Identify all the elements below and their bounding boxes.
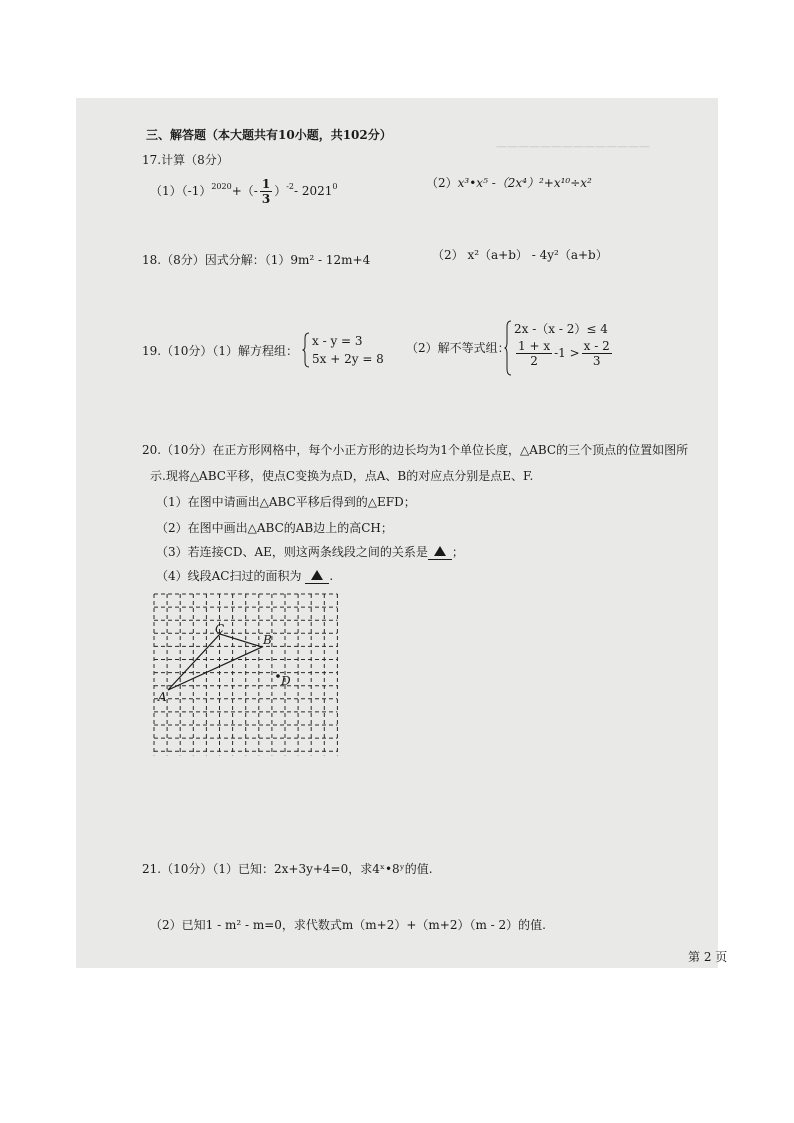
q17-part1-year: - 2021 bbox=[294, 184, 333, 198]
q17-part1-close: ） bbox=[274, 184, 287, 198]
q20-sub4-answer-blank[interactable] bbox=[305, 569, 329, 584]
grid-svg bbox=[152, 592, 342, 762]
q20-sub4-end: . bbox=[329, 569, 334, 583]
q19-ineq2 bbox=[514, 338, 614, 368]
label-d: D bbox=[281, 674, 291, 688]
q20-sub3-answer-blank[interactable] bbox=[428, 545, 452, 560]
q20-sub2: （2）在图中画出△ABC的AB边上的高CH； bbox=[156, 521, 393, 535]
q17-part2-expression: x³•x⁵ -（2x⁴）²+x¹⁰÷x² bbox=[457, 176, 592, 190]
q18-part2: （2） x²（a+b） - 4y²（a+b） bbox=[432, 248, 608, 262]
q17-part1 bbox=[150, 176, 338, 206]
q19-equation-system bbox=[302, 332, 384, 368]
square-grid-figure bbox=[152, 592, 342, 762]
q19-ineq2-num-b: x - 2 bbox=[583, 339, 610, 353]
bleed-through-text: —————————————— bbox=[496, 140, 650, 153]
q17-heading: 17.计算（8分） bbox=[142, 153, 229, 167]
q20-line2: 示.现将△ABC平移，使点C变换为点D，点A、B的对应点分别是点E、F. bbox=[150, 469, 534, 483]
label-c: C bbox=[215, 622, 225, 636]
q20-sub3-end: ； bbox=[451, 545, 464, 559]
q17-part1-label: （1） bbox=[150, 184, 182, 198]
q19-part1: 19.（10分）（1）解方程组： bbox=[142, 344, 298, 358]
q20-sub3-text: （3）若连接CD、AE，则这两条线段之间的关系是 bbox=[156, 545, 428, 559]
q20-sub4-text: （4）线段AC扫过的面积为 bbox=[156, 569, 302, 583]
q17-part1-exp1: 2020 bbox=[211, 182, 232, 191]
brace-icon bbox=[302, 332, 310, 368]
q17-part2 bbox=[426, 176, 592, 190]
q19-ineq2-den-a: 2 bbox=[530, 354, 538, 368]
q19-inequality-system bbox=[504, 320, 614, 376]
triangle-marker-icon bbox=[311, 570, 323, 580]
q17-fraction-den: 3 bbox=[261, 192, 271, 206]
q17-part1-exp2: -2 bbox=[286, 182, 294, 191]
q19-ineq2-mid: -1 > bbox=[554, 346, 580, 360]
label-b: B bbox=[263, 633, 272, 647]
q21-part2: （2）已知1 - m² - m=0，求代数式m（m+2）+（m+2）（m - 2）的值. bbox=[150, 918, 546, 932]
q19-ineq2-num-a: 1 + x bbox=[518, 339, 551, 353]
q19-ineq1: 2x -（x - 2）≤ 4 bbox=[514, 322, 608, 336]
label-a: A bbox=[158, 690, 167, 704]
q19-eq1: x - y = 3 bbox=[312, 334, 363, 348]
q17-part1-exp3: 0 bbox=[332, 182, 338, 191]
q17-part1-base: （-1） bbox=[181, 184, 212, 198]
section-title: 三、解答题（本大题共有10小题，共102分） bbox=[146, 128, 392, 142]
q18-part1: 18.（8分）因式分解：（1）9m² - 12m+4 bbox=[142, 253, 371, 267]
q17-fraction-num: 1 bbox=[261, 177, 271, 191]
q20-sub4 bbox=[156, 569, 333, 584]
brace-icon bbox=[504, 320, 512, 376]
q19-ineq2-den-b: 3 bbox=[592, 354, 601, 368]
exam-sheet bbox=[76, 98, 728, 968]
point-d bbox=[276, 674, 280, 678]
triangle-marker-icon bbox=[434, 546, 446, 556]
triangle-abc bbox=[168, 634, 262, 690]
q21-part1: 21.（10分）（1）已知：2x+3y+4=0，求4ˣ•8ʸ的值. bbox=[142, 862, 433, 876]
q17-part1-plus: +（- bbox=[231, 184, 258, 198]
q19-part2: （2）解不等式组： bbox=[406, 341, 510, 355]
q20-sub1: （1）在图中请画出△ABC平移后得到的△EFD； bbox=[156, 495, 416, 509]
q17-part2-label: （2） bbox=[426, 176, 458, 190]
q17-fraction bbox=[260, 177, 272, 206]
q19-eq2: 5x + 2y = 8 bbox=[312, 352, 384, 366]
q20-line1: 20.（10分）在正方形网格中，每个小正方形的边长均为1个单位长度，△ABC的三个顶点的位置如图所 bbox=[142, 443, 689, 457]
page-number: 第 2 页 bbox=[688, 950, 728, 964]
q20-sub3 bbox=[156, 545, 464, 560]
